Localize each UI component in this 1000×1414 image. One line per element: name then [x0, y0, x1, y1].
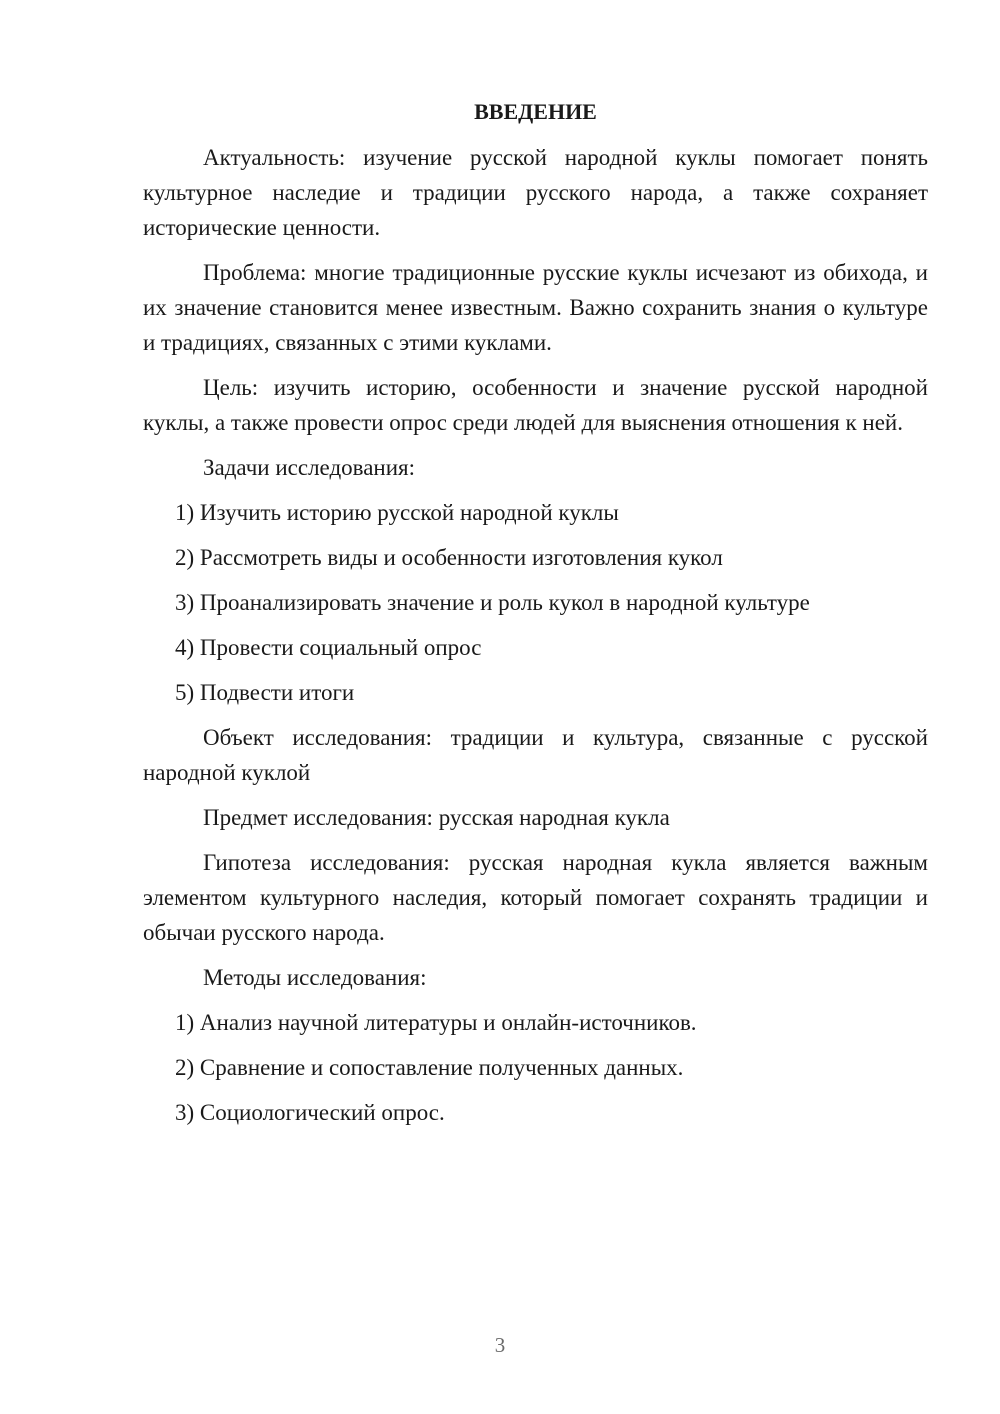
- method-item: 1) Анализ научной литературы и онлайн-источников.: [175, 1010, 697, 1035]
- hypothesis-paragraph: Гипотеза исследования: русская народная кукла является важным элементом культурного наследия, который помогает сохранять традиции и обычаи русского народа.: [143, 850, 928, 945]
- problem-paragraph: Проблема: многие традиционные русские куклы исчезают из обихода, и их значение становится менее известным. Важно сохранить знания о культуре и традициях, связанных с этими куклами.: [143, 260, 928, 355]
- task-item: 3) Проанализировать значение и роль кукол в народной культуре: [175, 590, 810, 615]
- tasks-heading: Задачи исследования:: [203, 455, 416, 480]
- subject-paragraph: Предмет исследования: русская народная кукла: [203, 805, 670, 830]
- page-number: 3: [494, 1333, 506, 1357]
- task-item: 1) Изучить историю русской народной куклы: [175, 500, 619, 525]
- page-content: [143, 94, 928, 1140]
- methods-heading: Методы исследования:: [203, 965, 427, 990]
- task-item: 4) Провести социальный опрос: [175, 635, 482, 660]
- goal-paragraph: Цель: изучить историю, особенности и значение русской народной куклы, а также провести опрос среди людей для выяснения отношения к ней.: [143, 375, 928, 435]
- section-title: ВВЕДЕНИЕ: [474, 99, 597, 124]
- relevance-paragraph: Актуальность: изучение русской народной куклы помогает понять культурное наследие и традиции русского народа, а также сохраняет исторические ценности.: [143, 145, 928, 240]
- task-item: 5) Подвести итоги: [175, 680, 355, 705]
- task-item: 2) Рассмотреть виды и особенности изготовления кукол: [175, 545, 723, 570]
- object-paragraph: Объект исследования: традиции и культура, связанные с русской народной куклой: [143, 725, 928, 785]
- method-item: 3) Социологический опрос.: [175, 1100, 445, 1125]
- method-item: 2) Сравнение и сопоставление полученных данных.: [175, 1055, 684, 1080]
